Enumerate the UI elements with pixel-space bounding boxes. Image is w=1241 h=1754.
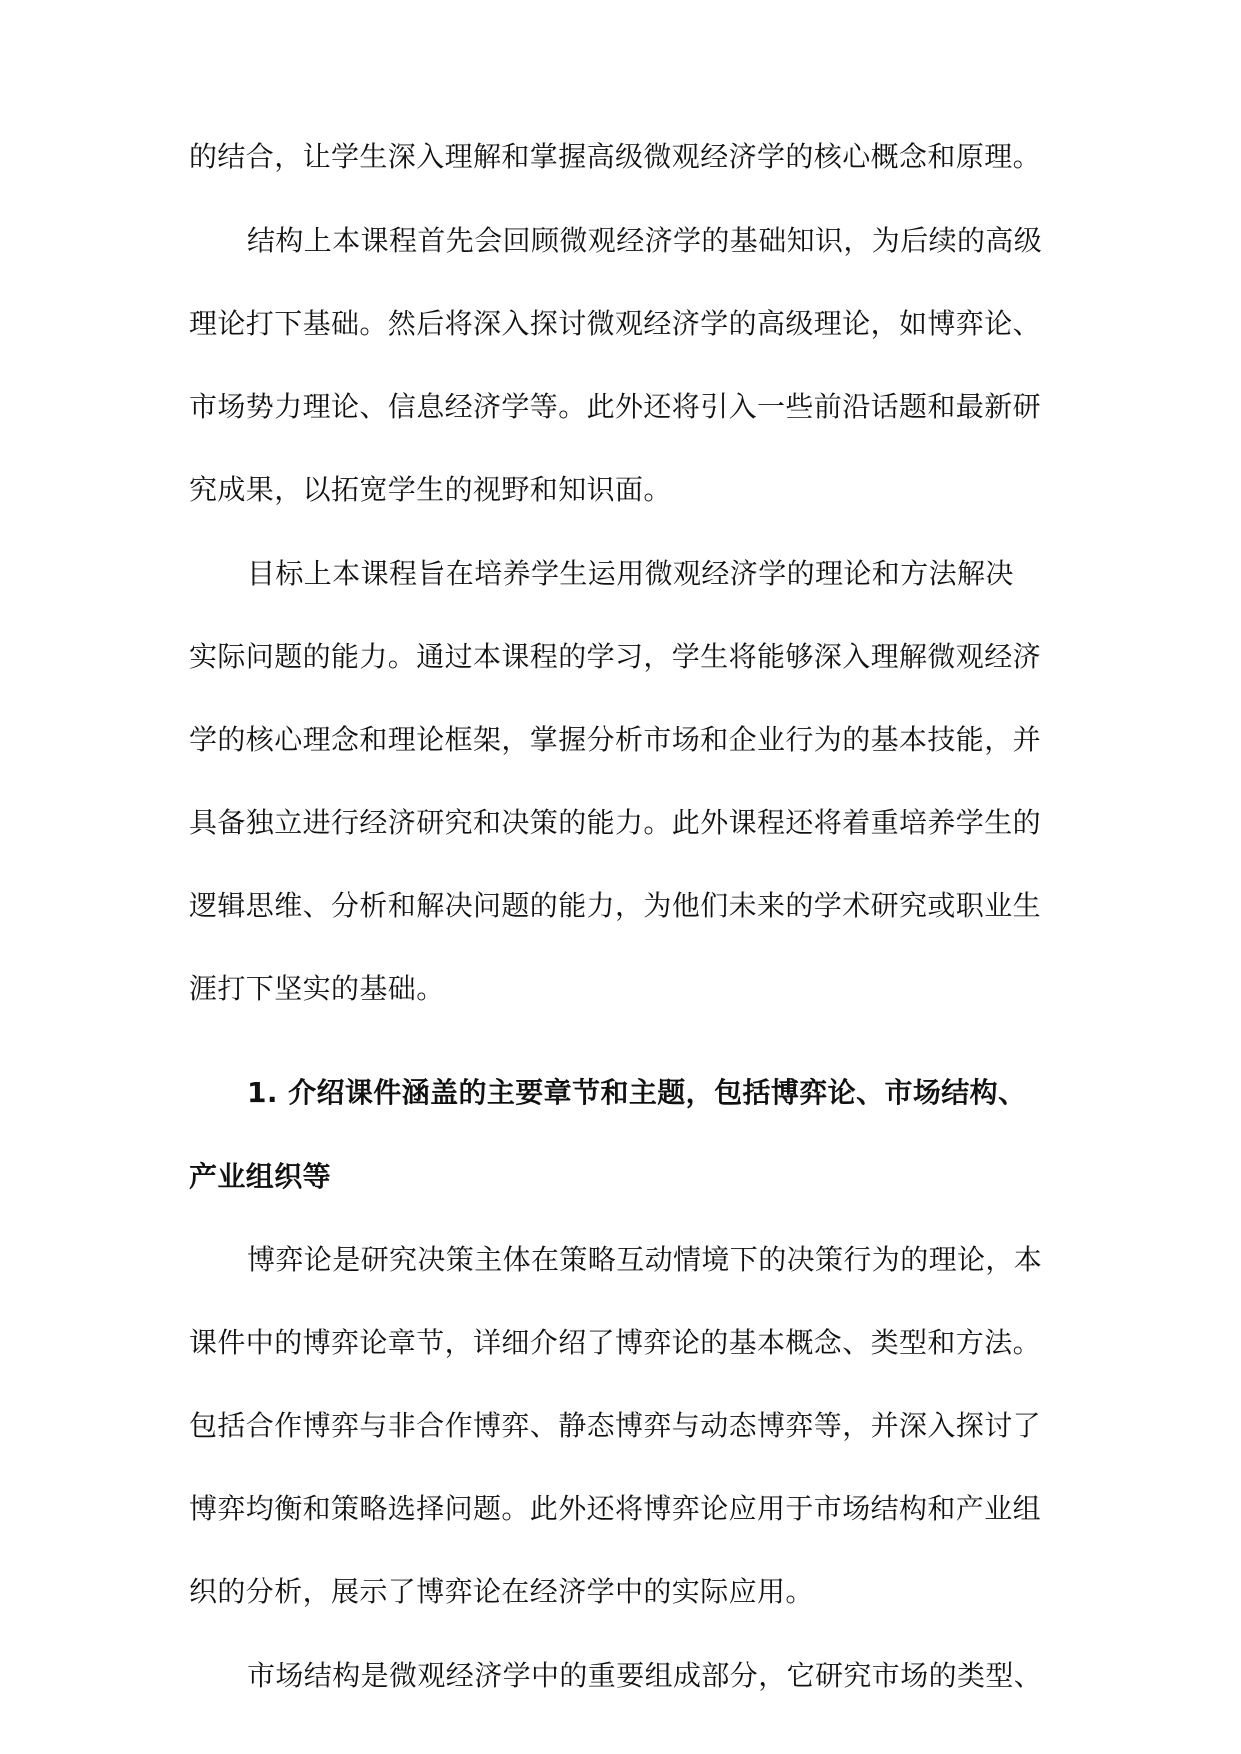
paragraph-line: 理论打下基础。然后将深入探讨微观经济学的高级理论，如博弈论、 xyxy=(189,307,1042,340)
paragraph-line: 目标上本课程旨在培养学生运用微观经济学的理论和方法解决 xyxy=(247,557,1014,590)
paragraph-line: 博弈均衡和策略选择问题。此外还将博弈论应用于市场结构和产业组 xyxy=(189,1492,1042,1525)
paragraph-line: 包括合作博弈与非合作博弈、静态博弈与动态博弈等，并深入探讨了 xyxy=(189,1409,1042,1442)
paragraph-line: 结构上本课程首先会回顾微观经济学的基础知识，为后续的高级 xyxy=(247,224,1043,257)
paragraph-line: 学的核心理念和理论框架，掌握分析市场和企业行为的基本技能，并 xyxy=(189,723,1042,756)
paragraph-line: 课件中的博弈论章节，详细介绍了博弈论的基本概念、类型和方法。 xyxy=(189,1326,1042,1359)
paragraph-line: 实际问题的能力。通过本课程的学习，学生将能够深入理解微观经济 xyxy=(189,640,1042,673)
paragraph-line: 博弈论是研究决策主体在策略互动情境下的决策行为的理论，本 xyxy=(247,1243,1043,1276)
paragraph-line: 的结合，让学生深入理解和掌握高级微观经济学的核心概念和原理。 xyxy=(189,140,1042,173)
paragraph-line: 涯打下坚实的基础。 xyxy=(189,972,445,1005)
paragraph-line: 市场结构是微观经济学中的重要组成部分，它研究市场的类型、 xyxy=(247,1659,1043,1692)
paragraph-line: 市场势力理论、信息经济学等。此外还将引入一些前沿话题和最新研 xyxy=(189,390,1042,423)
section-heading: 1. 介绍课件涵盖的主要章节和主题，包括博弈论、市场结构、 xyxy=(247,1076,1027,1109)
paragraph-line: 究成果，以拓宽学生的视野和知识面。 xyxy=(189,473,672,506)
paragraph-line: 织的分析，展示了博弈论在经济学中的实际应用。 xyxy=(189,1575,814,1608)
section-heading: 产业组织等 xyxy=(189,1160,332,1193)
paragraph-line: 逻辑思维、分析和解决问题的能力，为他们未来的学术研究或职业生 xyxy=(189,889,1042,922)
paragraph-line: 具备独立进行经济研究和决策的能力。此外课程还将着重培养学生的 xyxy=(189,806,1042,839)
